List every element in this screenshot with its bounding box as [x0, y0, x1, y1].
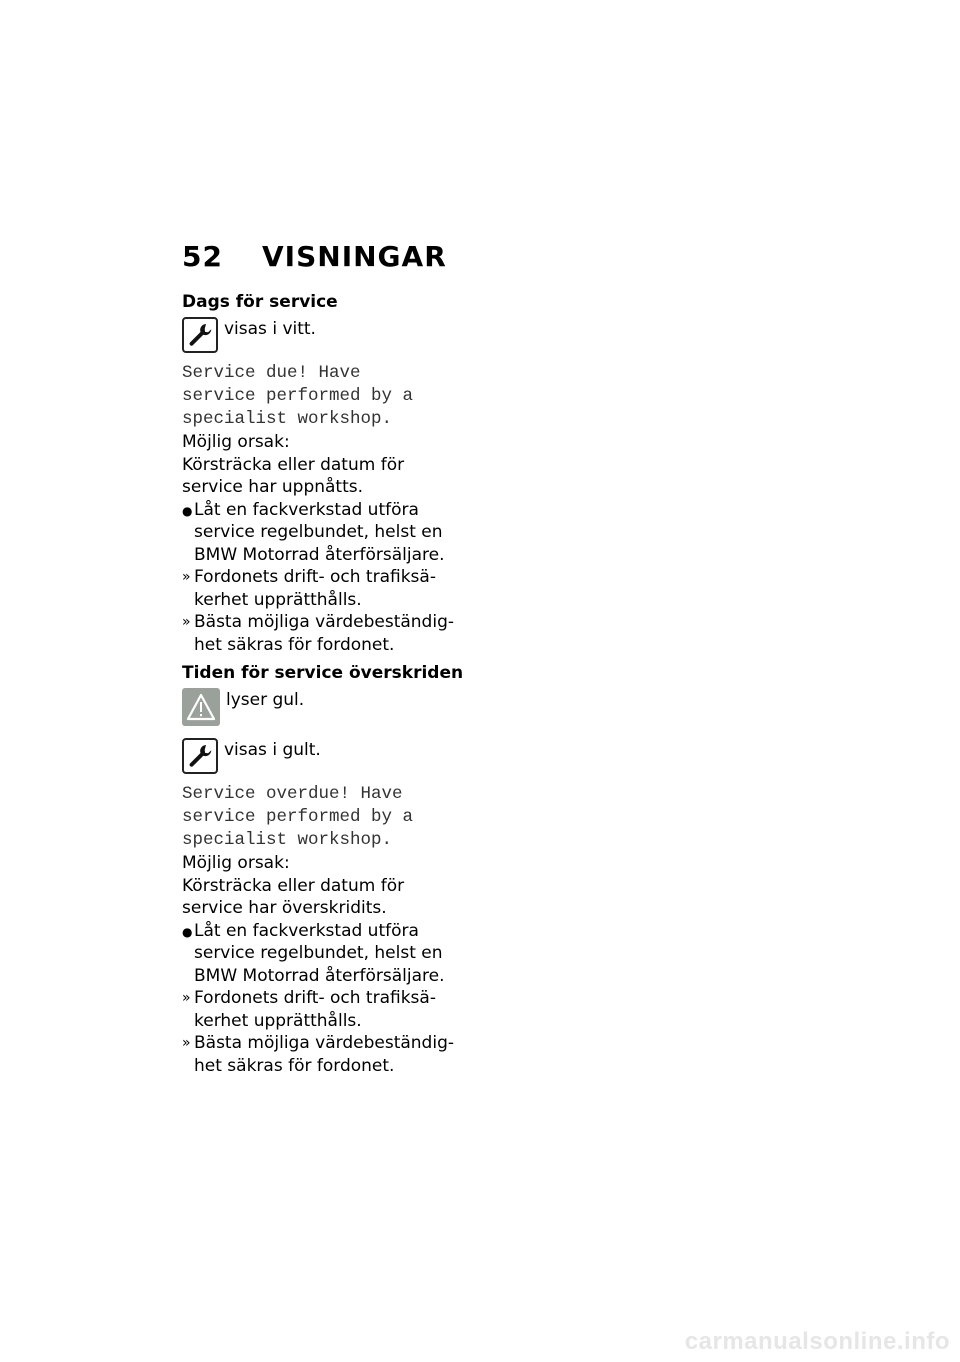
warning-text: lyser gul. — [226, 690, 305, 710]
bullet-icon: ● — [182, 924, 193, 939]
message-line: Service overdue! Have — [182, 784, 403, 804]
indicator-row — [182, 738, 482, 774]
result-line: Bästa möjliga värdebeständig- — [194, 1033, 454, 1053]
result-item — [182, 1032, 482, 1077]
display-message — [182, 362, 482, 431]
result-line: het säkras för fordonet. — [194, 1055, 395, 1076]
section-heading: Dags för service — [182, 292, 338, 312]
result-line: kerhet upprätthålls. — [194, 589, 362, 610]
result-item — [182, 611, 482, 656]
indicator-row — [182, 317, 482, 353]
message-line: specialist workshop. — [182, 830, 393, 850]
action-line: Låt en fackverkstad utföra — [194, 499, 419, 520]
cause-line: service har överskridits. — [182, 898, 387, 918]
cause-line: Körsträcka eller datum för — [182, 875, 405, 896]
result-line: het säkras för fordonet. — [194, 634, 395, 655]
warning-triangle-icon — [182, 688, 220, 726]
cause-line: service har uppnåtts. — [182, 477, 364, 497]
action-line: service regelbundet, helst en — [194, 943, 443, 963]
cause-line: Körsträcka eller datum för — [182, 454, 405, 475]
message-line: service performed by a — [182, 386, 414, 406]
page-number: 52 — [182, 240, 223, 273]
result-line: Bästa möjliga värdebeständig- — [194, 612, 454, 632]
wrench-icon — [182, 317, 218, 353]
action-item — [182, 499, 482, 567]
section-service-overdue — [182, 662, 482, 1077]
result-arrow-icon: » — [182, 614, 191, 630]
result-item — [182, 987, 482, 1032]
indicator-text: visas i gult. — [224, 740, 321, 760]
warning-row — [182, 688, 482, 726]
result-item — [182, 566, 482, 611]
watermark: carmanualsonline.info — [684, 1328, 950, 1355]
page-header — [182, 240, 447, 273]
action-line: BMW Motorrad återförsäljare. — [194, 965, 445, 986]
result-arrow-icon: » — [182, 1035, 191, 1051]
result-arrow-icon: » — [182, 569, 191, 585]
action-item — [182, 920, 482, 988]
result-line: Fordonets drift- och trafiksä- — [194, 567, 436, 587]
result-line: kerhet upprätthålls. — [194, 1010, 362, 1031]
cause-label: Möjlig orsak: — [182, 432, 290, 452]
message-line: specialist workshop. — [182, 409, 393, 429]
display-message — [182, 783, 482, 852]
action-line: service regelbundet, helst en — [194, 522, 443, 542]
wrench-icon — [182, 738, 218, 774]
action-line: BMW Motorrad återförsäljare. — [194, 544, 445, 565]
cause-label: Möjlig orsak: — [182, 853, 290, 873]
section-service-due — [182, 291, 482, 656]
result-line: Fordonets drift- och trafiksä- — [194, 988, 436, 1008]
action-line: Låt en fackverkstad utföra — [194, 920, 419, 941]
bullet-icon: ● — [182, 503, 193, 518]
message-line: Service due! Have — [182, 363, 361, 383]
message-line: service performed by a — [182, 807, 414, 827]
indicator-text: visas i vitt. — [224, 319, 316, 339]
section-heading: Tiden för service överskriden — [182, 663, 464, 683]
page-title: VISNINGAR — [262, 240, 447, 273]
result-arrow-icon: » — [182, 990, 191, 1006]
